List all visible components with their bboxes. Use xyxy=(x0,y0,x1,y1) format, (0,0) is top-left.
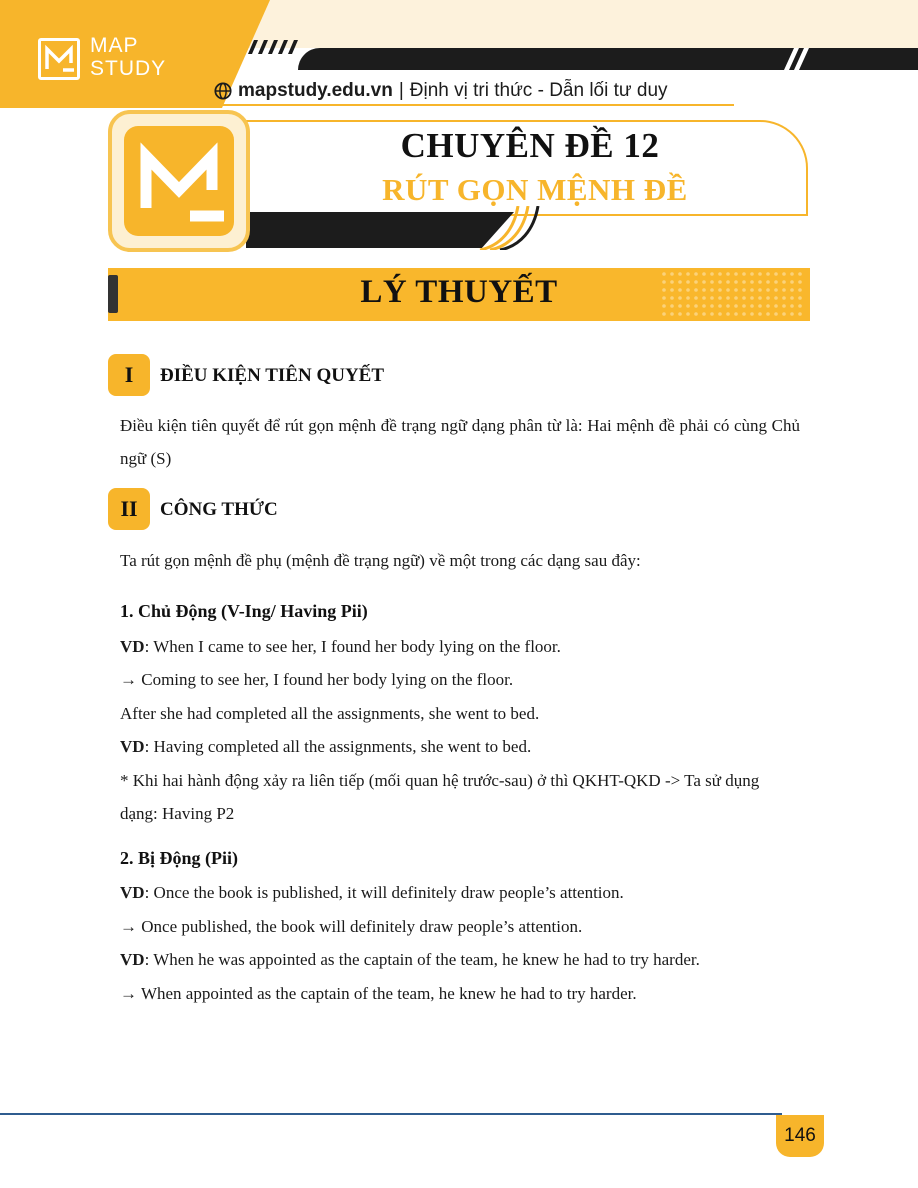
site-tagline xyxy=(214,76,668,106)
site-url[interactable]: mapstudy.edu.vn xyxy=(238,80,393,101)
chapter-logo xyxy=(108,110,250,252)
example-label: VD xyxy=(120,737,145,756)
part-1-heading: ĐIỀU KIỆN TIÊN QUYẾT xyxy=(160,365,385,386)
active-example-2 xyxy=(120,737,531,757)
header-underline xyxy=(214,104,734,106)
brand-line-2: STUDY xyxy=(90,57,167,80)
active-heading: 1. Chủ Động (V-Ing/ Having Pii) xyxy=(120,601,368,621)
section-title: LÝ THUYẾT xyxy=(360,274,558,310)
passive-example-2 xyxy=(120,950,700,970)
active-example-1 xyxy=(120,637,561,657)
example-text: : Once the book is published, it will definitely draw people’s attention. xyxy=(144,883,624,902)
part-1-badge: I xyxy=(108,354,150,396)
active-note-line-2: dạng: Having P2 xyxy=(120,804,235,823)
example-text: : Having completed all the assignments, she went to bed. xyxy=(144,737,532,756)
header-dark-bar xyxy=(298,48,918,70)
page-number: 146 xyxy=(776,1115,824,1157)
passive-result-1: → Once published, the book will definitely draw people’s attention. xyxy=(120,917,583,936)
example-text: : When I came to see her, I found her body lying on the floor. xyxy=(144,637,561,656)
decorative-slashes xyxy=(242,40,298,54)
chapter-subtitle: RÚT GỌN MỆNH ĐỀ xyxy=(382,172,688,207)
chapter-title: CHUYÊN ĐỀ 12 xyxy=(400,126,660,165)
passive-example-1 xyxy=(120,883,624,903)
logo-icon xyxy=(38,38,80,80)
active-result-1: → Coming to see her, I found her body lying on the floor. xyxy=(120,670,514,689)
brand-name xyxy=(90,34,166,80)
decorative-slashes-right xyxy=(782,48,812,70)
slogan: Định vị tri thức - Dẫn lối tư duy xyxy=(409,80,668,101)
globe-icon xyxy=(214,82,232,100)
example-label: VD xyxy=(120,950,145,969)
tagline-separator: | xyxy=(398,80,404,101)
part-2-intro: Ta rút gọn mệnh đề phụ (mệnh đề trạng ngữ) về một trong các dạng sau đây: xyxy=(120,551,641,570)
chapter-logo-icon xyxy=(124,126,234,236)
example-label: VD xyxy=(120,637,145,656)
part-1-text: Điều kiện tiên quyết để rút gọn mệnh đề trạng ngữ dạng phân từ là: Hai mệnh đề phải có cùng Chủ ngữ (S) xyxy=(120,416,800,468)
example-label: VD xyxy=(120,883,145,902)
brand-line-1: MAP xyxy=(90,34,139,57)
passive-result-2: → When appointed as the captain of the team, he knew he had to try harder. xyxy=(120,984,637,1003)
active-example-2-original: After she had completed all the assignments, she went to bed. xyxy=(120,704,540,723)
active-note-line-1: * Khi hai hành động xảy ra liên tiếp (mối quan hệ trước-sau) ở thì QKHT-QKD -> Ta sử dụng xyxy=(120,771,760,790)
decorative-swoosh xyxy=(470,206,540,250)
example-text: : When he was appointed as the captain of the team, he knew he had to try harder. xyxy=(144,950,700,969)
part-2-heading: CÔNG THỨC xyxy=(160,499,278,520)
passive-heading: 2. Bị Động (Pii) xyxy=(120,848,239,868)
part-2-badge: II xyxy=(108,488,150,530)
footer-line xyxy=(0,1113,782,1115)
